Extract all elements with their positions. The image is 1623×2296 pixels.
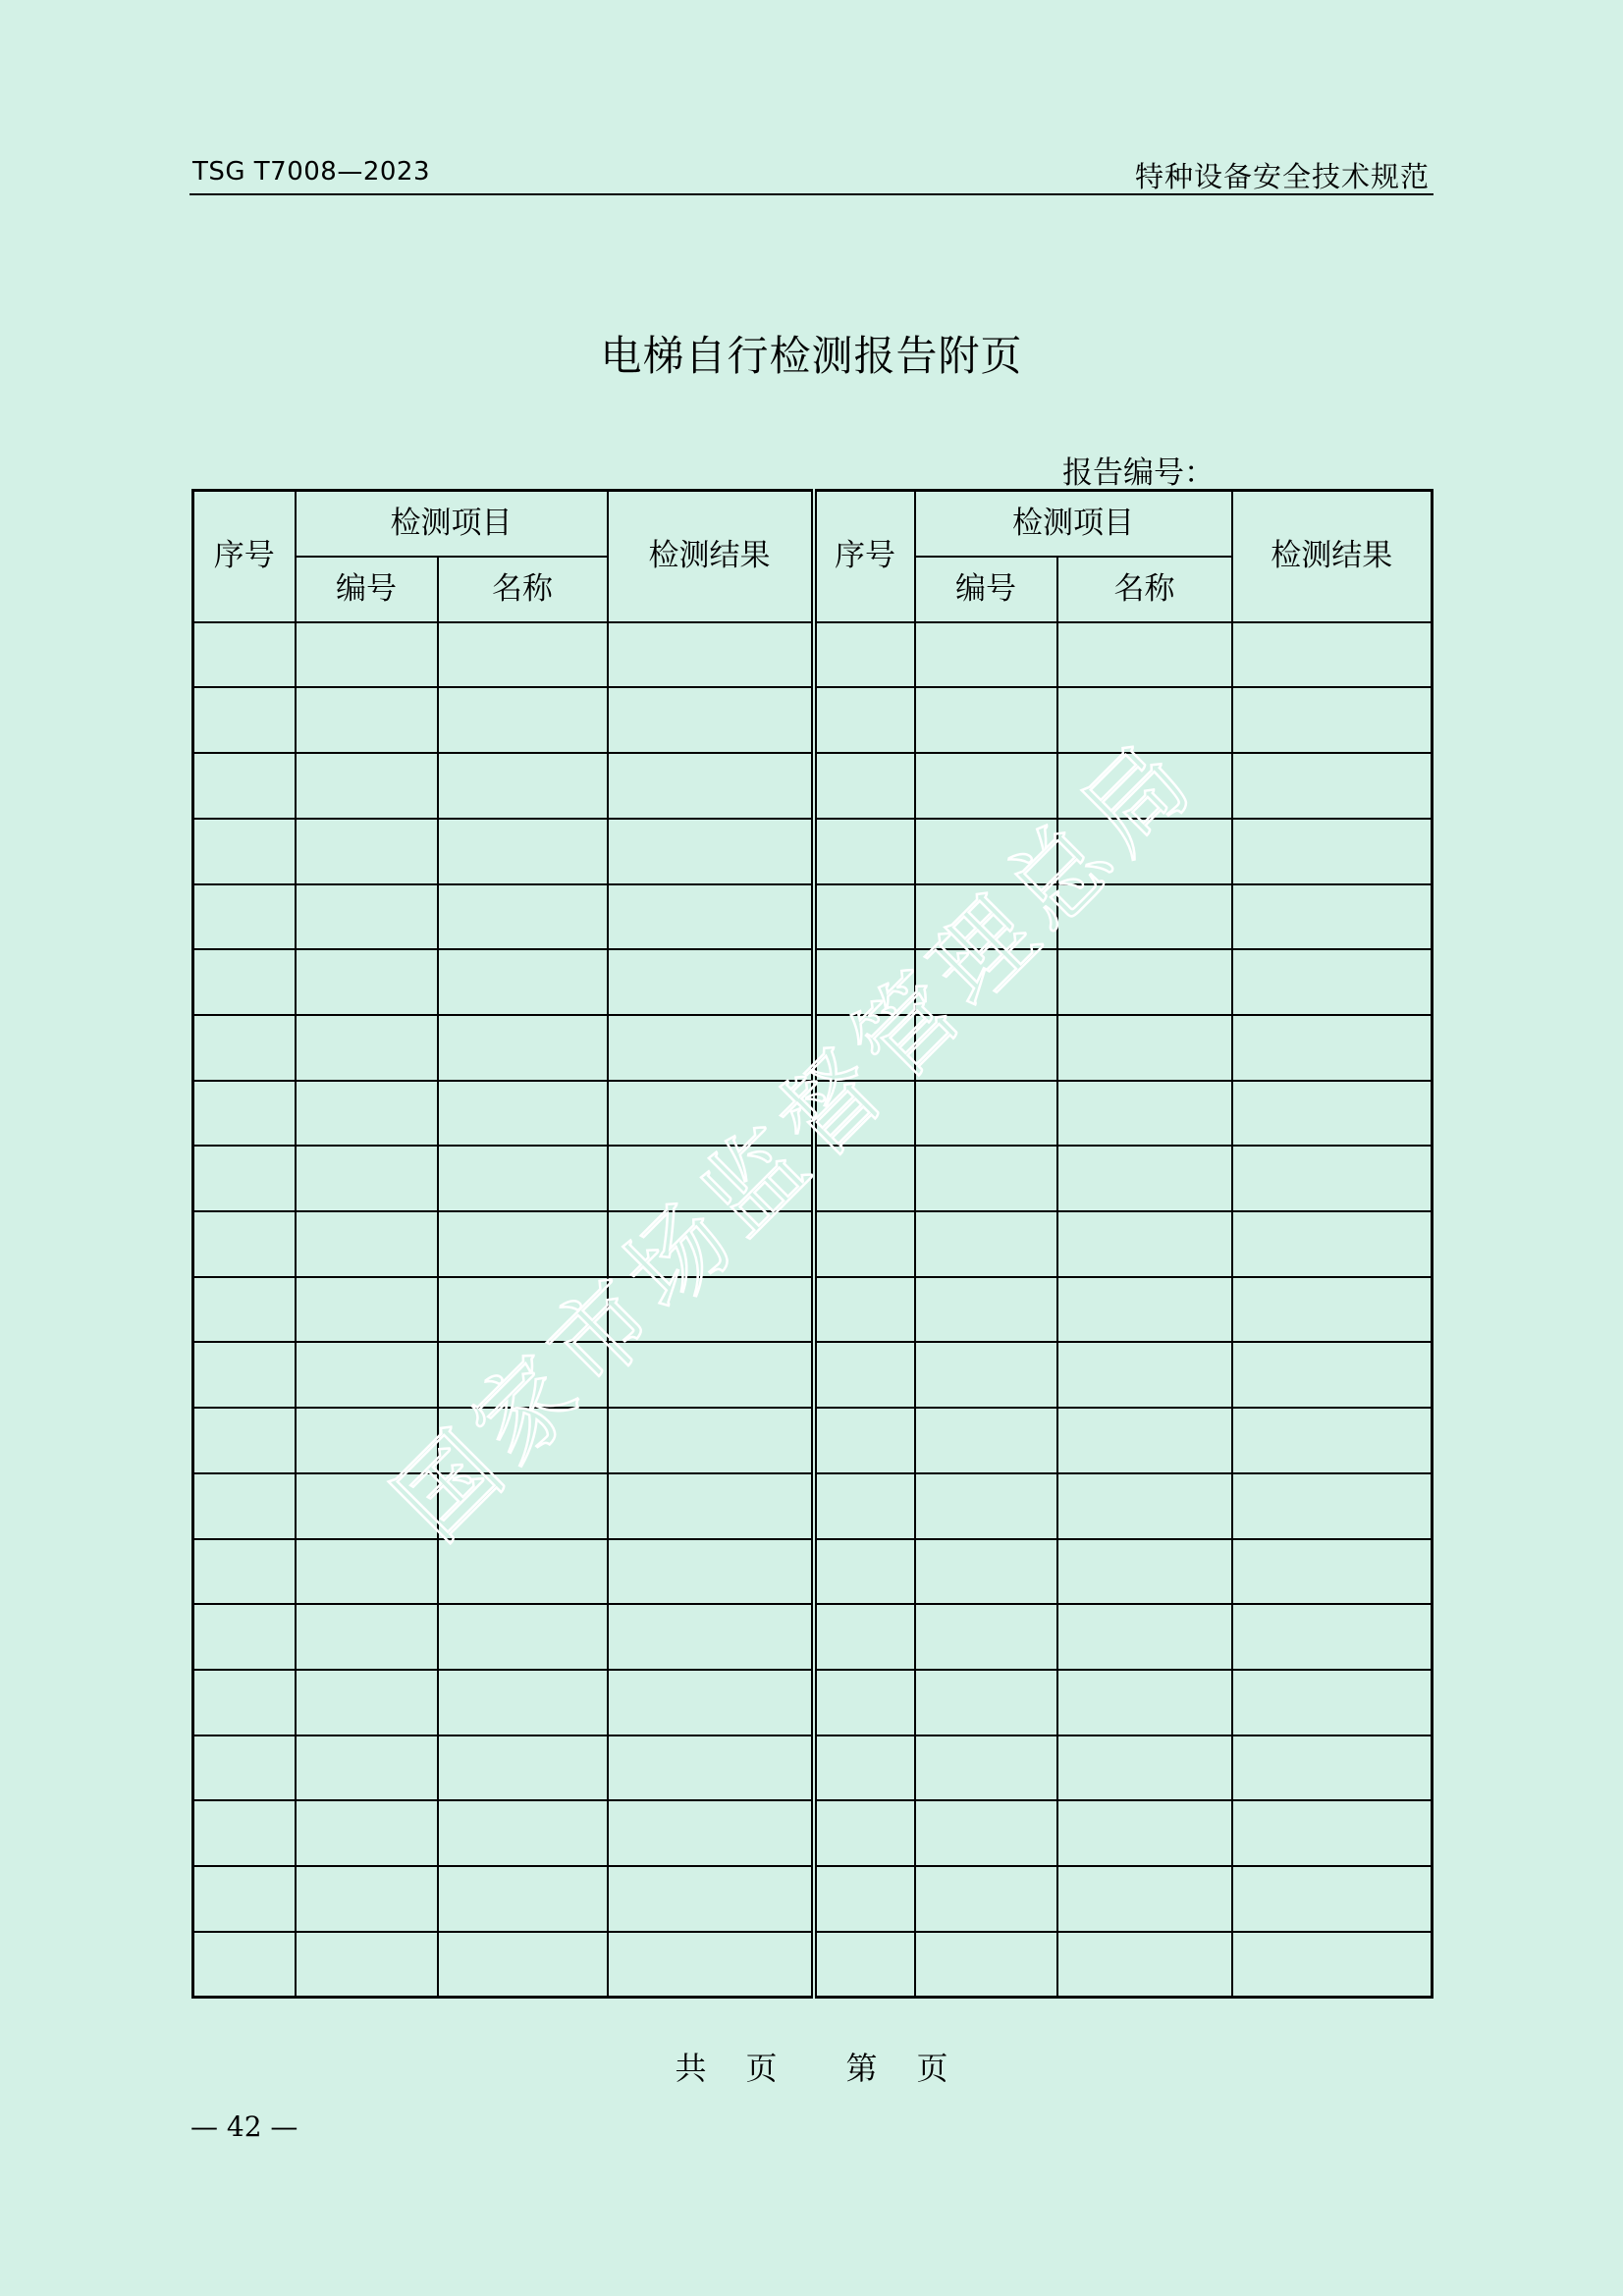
result-cell[interactable]	[608, 1408, 814, 1473]
item-code-cell[interactable]	[915, 1342, 1057, 1408]
result-cell[interactable]	[1232, 949, 1433, 1015]
header-item-name-right: 名称	[1057, 557, 1232, 622]
item-name-cell[interactable]	[438, 884, 608, 950]
serial-cell[interactable]	[814, 1866, 915, 1932]
serial-cell[interactable]	[814, 1735, 915, 1801]
item-code-cell[interactable]	[915, 1866, 1057, 1932]
serial-cell[interactable]	[193, 1539, 296, 1605]
item-name-cell[interactable]	[1057, 622, 1232, 688]
table-row	[193, 1081, 1433, 1147]
serial-cell[interactable]	[814, 622, 915, 688]
table-row	[193, 1277, 1433, 1343]
item-name-cell[interactable]	[438, 1539, 608, 1605]
result-cell[interactable]	[608, 1015, 814, 1081]
result-cell[interactable]	[1232, 687, 1433, 753]
serial-cell[interactable]	[193, 1670, 296, 1735]
item-code-cell[interactable]	[296, 753, 438, 819]
item-code-cell[interactable]	[296, 622, 438, 688]
item-name-cell[interactable]	[438, 1932, 608, 1998]
item-name-cell[interactable]	[1057, 1604, 1232, 1670]
serial-cell[interactable]	[193, 1866, 296, 1932]
current-page-unit: 页	[916, 2050, 948, 2087]
result-cell[interactable]	[1232, 1015, 1433, 1081]
item-code-cell[interactable]	[915, 1211, 1057, 1277]
item-code-cell[interactable]	[296, 1081, 438, 1147]
total-pages-unit: 页	[745, 2050, 778, 2087]
serial-cell[interactable]	[193, 1342, 296, 1408]
result-cell[interactable]	[1232, 884, 1433, 950]
item-name-cell[interactable]	[1057, 1211, 1232, 1277]
item-name-cell[interactable]	[1057, 949, 1232, 1015]
item-code-cell[interactable]	[915, 1146, 1057, 1211]
table-row	[193, 884, 1433, 950]
item-code-cell[interactable]	[296, 1735, 438, 1801]
result-cell[interactable]	[1232, 819, 1433, 884]
serial-cell[interactable]	[193, 884, 296, 950]
header-item-code-left: 编号	[296, 557, 438, 622]
inspection-table	[191, 489, 1434, 1999]
serial-cell[interactable]	[193, 1735, 296, 1801]
result-cell[interactable]	[608, 1604, 814, 1670]
result-cell[interactable]	[608, 687, 814, 753]
item-name-cell[interactable]	[1057, 1081, 1232, 1147]
item-code-cell[interactable]	[915, 1539, 1057, 1605]
result-cell[interactable]	[1232, 1800, 1433, 1866]
result-cell[interactable]	[608, 753, 814, 819]
result-cell[interactable]	[608, 1277, 814, 1343]
header-item-code-right: 编号	[915, 557, 1057, 622]
serial-cell[interactable]	[193, 1800, 296, 1866]
item-code-cell[interactable]	[915, 1473, 1057, 1539]
item-name-cell[interactable]	[438, 687, 608, 753]
serial-cell[interactable]	[814, 687, 915, 753]
item-code-cell[interactable]	[296, 819, 438, 884]
item-name-cell[interactable]	[1057, 1932, 1232, 1998]
item-name-cell[interactable]	[1057, 1342, 1232, 1408]
item-code-cell[interactable]	[296, 1015, 438, 1081]
result-cell[interactable]	[1232, 1932, 1433, 1998]
result-cell[interactable]	[1232, 1211, 1433, 1277]
table-row	[193, 1932, 1433, 1998]
result-cell[interactable]	[608, 1473, 814, 1539]
serial-cell[interactable]	[814, 1800, 915, 1866]
serial-cell[interactable]	[193, 753, 296, 819]
serial-cell[interactable]	[814, 1539, 915, 1605]
report-number-label: 报告编号：	[1062, 455, 1215, 491]
table-row	[193, 1015, 1433, 1081]
item-code-cell[interactable]	[915, 753, 1057, 819]
serial-cell[interactable]	[814, 1670, 915, 1735]
table-body	[193, 491, 1433, 1998]
item-name-cell[interactable]	[1057, 1473, 1232, 1539]
item-code-cell[interactable]	[915, 1081, 1057, 1147]
watermark-text: 国家市场监督管理总局	[373, 717, 1218, 1562]
table-row	[193, 753, 1433, 819]
item-name-cell[interactable]	[1057, 1146, 1232, 1211]
item-name-cell[interactable]	[1057, 687, 1232, 753]
page-number: — 42 —	[190, 2110, 298, 2143]
item-name-cell[interactable]	[1057, 1866, 1232, 1932]
item-name-cell[interactable]	[1057, 1670, 1232, 1735]
serial-cell[interactable]	[814, 1473, 915, 1539]
item-name-cell[interactable]	[438, 949, 608, 1015]
item-code-cell[interactable]	[915, 687, 1057, 753]
item-name-cell[interactable]	[438, 1146, 608, 1211]
result-cell[interactable]	[1232, 1735, 1433, 1801]
result-cell[interactable]	[1232, 1866, 1433, 1932]
serial-cell[interactable]	[814, 1604, 915, 1670]
header-serial-left: 序号	[193, 491, 296, 622]
result-cell[interactable]	[608, 1932, 814, 1998]
serial-cell[interactable]	[814, 1408, 915, 1473]
item-name-cell[interactable]	[438, 819, 608, 884]
item-name-cell[interactable]	[438, 1473, 608, 1539]
result-cell[interactable]	[608, 1800, 814, 1866]
serial-cell[interactable]	[193, 622, 296, 688]
result-cell[interactable]	[1232, 1342, 1433, 1408]
item-code-cell[interactable]	[296, 1604, 438, 1670]
table-row	[193, 1800, 1433, 1866]
page-title: 电梯自行检测报告附页	[600, 332, 1023, 380]
serial-cell[interactable]	[814, 1277, 915, 1343]
table-row	[193, 622, 1433, 688]
table-row	[193, 1146, 1433, 1211]
result-cell[interactable]	[1232, 1277, 1433, 1343]
serial-cell[interactable]	[193, 1932, 296, 1998]
item-code-cell[interactable]	[296, 1342, 438, 1408]
result-cell[interactable]	[608, 1735, 814, 1801]
item-code-cell[interactable]	[915, 819, 1057, 884]
serial-cell[interactable]	[814, 1211, 915, 1277]
serial-cell[interactable]	[193, 1081, 296, 1147]
item-name-cell[interactable]	[438, 1800, 608, 1866]
serial-cell[interactable]	[814, 1932, 915, 1998]
item-code-cell[interactable]	[915, 622, 1057, 688]
table-row	[193, 1408, 1433, 1473]
item-code-cell[interactable]	[915, 1277, 1057, 1343]
serial-cell[interactable]	[193, 1015, 296, 1081]
header-rule	[189, 193, 1434, 195]
item-code-cell[interactable]	[296, 1211, 438, 1277]
item-name-cell[interactable]	[1057, 1735, 1232, 1801]
serial-cell[interactable]	[814, 884, 915, 950]
item-code-cell[interactable]	[915, 1670, 1057, 1735]
result-cell[interactable]	[1232, 1539, 1433, 1605]
item-code-cell[interactable]	[296, 1932, 438, 1998]
item-code-cell[interactable]	[296, 1408, 438, 1473]
item-name-cell[interactable]	[1057, 1800, 1232, 1866]
result-cell[interactable]	[1232, 753, 1433, 819]
item-code-cell[interactable]	[296, 1670, 438, 1735]
item-name-cell[interactable]	[438, 1277, 608, 1343]
current-page-label: 第	[845, 2050, 878, 2087]
total-pages-label: 共	[675, 2050, 707, 2087]
serial-cell[interactable]	[193, 687, 296, 753]
result-cell[interactable]	[1232, 1408, 1433, 1473]
serial-cell[interactable]	[814, 949, 915, 1015]
item-name-cell[interactable]	[438, 1081, 608, 1147]
item-name-cell[interactable]	[438, 1211, 608, 1277]
serial-cell[interactable]	[193, 1604, 296, 1670]
item-name-cell[interactable]	[438, 1015, 608, 1081]
item-code-cell[interactable]	[296, 1800, 438, 1866]
serial-cell[interactable]	[814, 1081, 915, 1147]
item-name-cell[interactable]	[1057, 753, 1232, 819]
header-item-group-right: 检测项目	[915, 491, 1232, 557]
item-code-cell[interactable]	[915, 949, 1057, 1015]
item-code-cell[interactable]	[296, 949, 438, 1015]
result-cell[interactable]	[608, 1539, 814, 1605]
result-cell[interactable]	[608, 1866, 814, 1932]
page-count	[0, 2044, 1623, 2089]
table-row	[193, 1211, 1433, 1277]
item-code-cell[interactable]	[296, 1277, 438, 1343]
serial-cell[interactable]	[193, 1146, 296, 1211]
standard-code: TSG T7008—2023	[192, 157, 431, 187]
item-name-cell[interactable]	[438, 1342, 608, 1408]
result-cell[interactable]	[1232, 1146, 1433, 1211]
result-cell[interactable]	[1232, 1473, 1433, 1539]
item-code-cell[interactable]	[296, 1146, 438, 1211]
table-row	[193, 1473, 1433, 1539]
table-row	[193, 949, 1433, 1015]
header-row-1	[193, 491, 1433, 557]
serial-cell[interactable]	[814, 1342, 915, 1408]
item-name-cell[interactable]	[438, 1670, 608, 1735]
result-cell[interactable]	[608, 819, 814, 884]
table-row	[193, 1539, 1433, 1605]
item-code-cell[interactable]	[915, 884, 1057, 950]
item-name-cell[interactable]	[1057, 819, 1232, 884]
item-code-cell[interactable]	[915, 1408, 1057, 1473]
serial-cell[interactable]	[193, 819, 296, 884]
item-code-cell[interactable]	[296, 1473, 438, 1539]
table-row	[193, 819, 1433, 884]
table-row	[193, 1604, 1433, 1670]
item-name-cell[interactable]	[438, 1866, 608, 1932]
serial-cell[interactable]	[814, 1015, 915, 1081]
result-cell[interactable]	[608, 1081, 814, 1147]
header-item-name-left: 名称	[438, 557, 608, 622]
result-cell[interactable]	[1232, 1604, 1433, 1670]
item-code-cell[interactable]	[296, 1539, 438, 1605]
result-cell[interactable]	[608, 884, 814, 950]
item-code-cell[interactable]	[915, 1800, 1057, 1866]
result-cell[interactable]	[608, 1146, 814, 1211]
item-name-cell[interactable]	[1057, 1539, 1232, 1605]
item-name-cell[interactable]	[1057, 1015, 1232, 1081]
serial-cell[interactable]	[193, 1408, 296, 1473]
header-item-group-left: 检测项目	[296, 491, 608, 557]
result-cell[interactable]	[608, 1670, 814, 1735]
result-cell[interactable]	[1232, 622, 1433, 688]
result-cell[interactable]	[608, 1342, 814, 1408]
header-serial-right: 序号	[814, 491, 915, 622]
item-name-cell[interactable]	[438, 1735, 608, 1801]
item-name-cell[interactable]	[1057, 1408, 1232, 1473]
item-name-cell[interactable]	[438, 1604, 608, 1670]
result-cell[interactable]	[608, 1211, 814, 1277]
item-name-cell[interactable]	[438, 1408, 608, 1473]
item-code-cell[interactable]	[915, 1932, 1057, 1998]
serial-cell[interactable]	[193, 1211, 296, 1277]
header-result-right: 检测结果	[1232, 491, 1433, 622]
table-row	[193, 1866, 1433, 1932]
header-result-left: 检测结果	[608, 491, 814, 622]
table-row	[193, 1735, 1433, 1801]
table-row	[193, 1670, 1433, 1735]
series-title: 特种设备安全技术规范	[1134, 160, 1430, 193]
item-name-cell[interactable]	[438, 622, 608, 688]
item-code-cell[interactable]	[296, 687, 438, 753]
item-name-cell[interactable]	[438, 753, 608, 819]
serial-cell[interactable]	[193, 1473, 296, 1539]
result-cell[interactable]	[1232, 1081, 1433, 1147]
item-name-cell[interactable]	[1057, 884, 1232, 950]
table-row	[193, 1342, 1433, 1408]
serial-cell[interactable]	[193, 1277, 296, 1343]
result-cell[interactable]	[608, 622, 814, 688]
item-code-cell[interactable]	[296, 1866, 438, 1932]
result-cell[interactable]	[1232, 1670, 1433, 1735]
item-code-cell[interactable]	[915, 1735, 1057, 1801]
serial-cell[interactable]	[814, 753, 915, 819]
item-code-cell[interactable]	[296, 884, 438, 950]
table-row	[193, 687, 1433, 753]
serial-cell[interactable]	[193, 949, 296, 1015]
serial-cell[interactable]	[814, 1146, 915, 1211]
result-cell[interactable]	[608, 949, 814, 1015]
serial-cell[interactable]	[814, 819, 915, 884]
item-code-cell[interactable]	[915, 1604, 1057, 1670]
item-code-cell[interactable]	[915, 1015, 1057, 1081]
item-name-cell[interactable]	[1057, 1277, 1232, 1343]
